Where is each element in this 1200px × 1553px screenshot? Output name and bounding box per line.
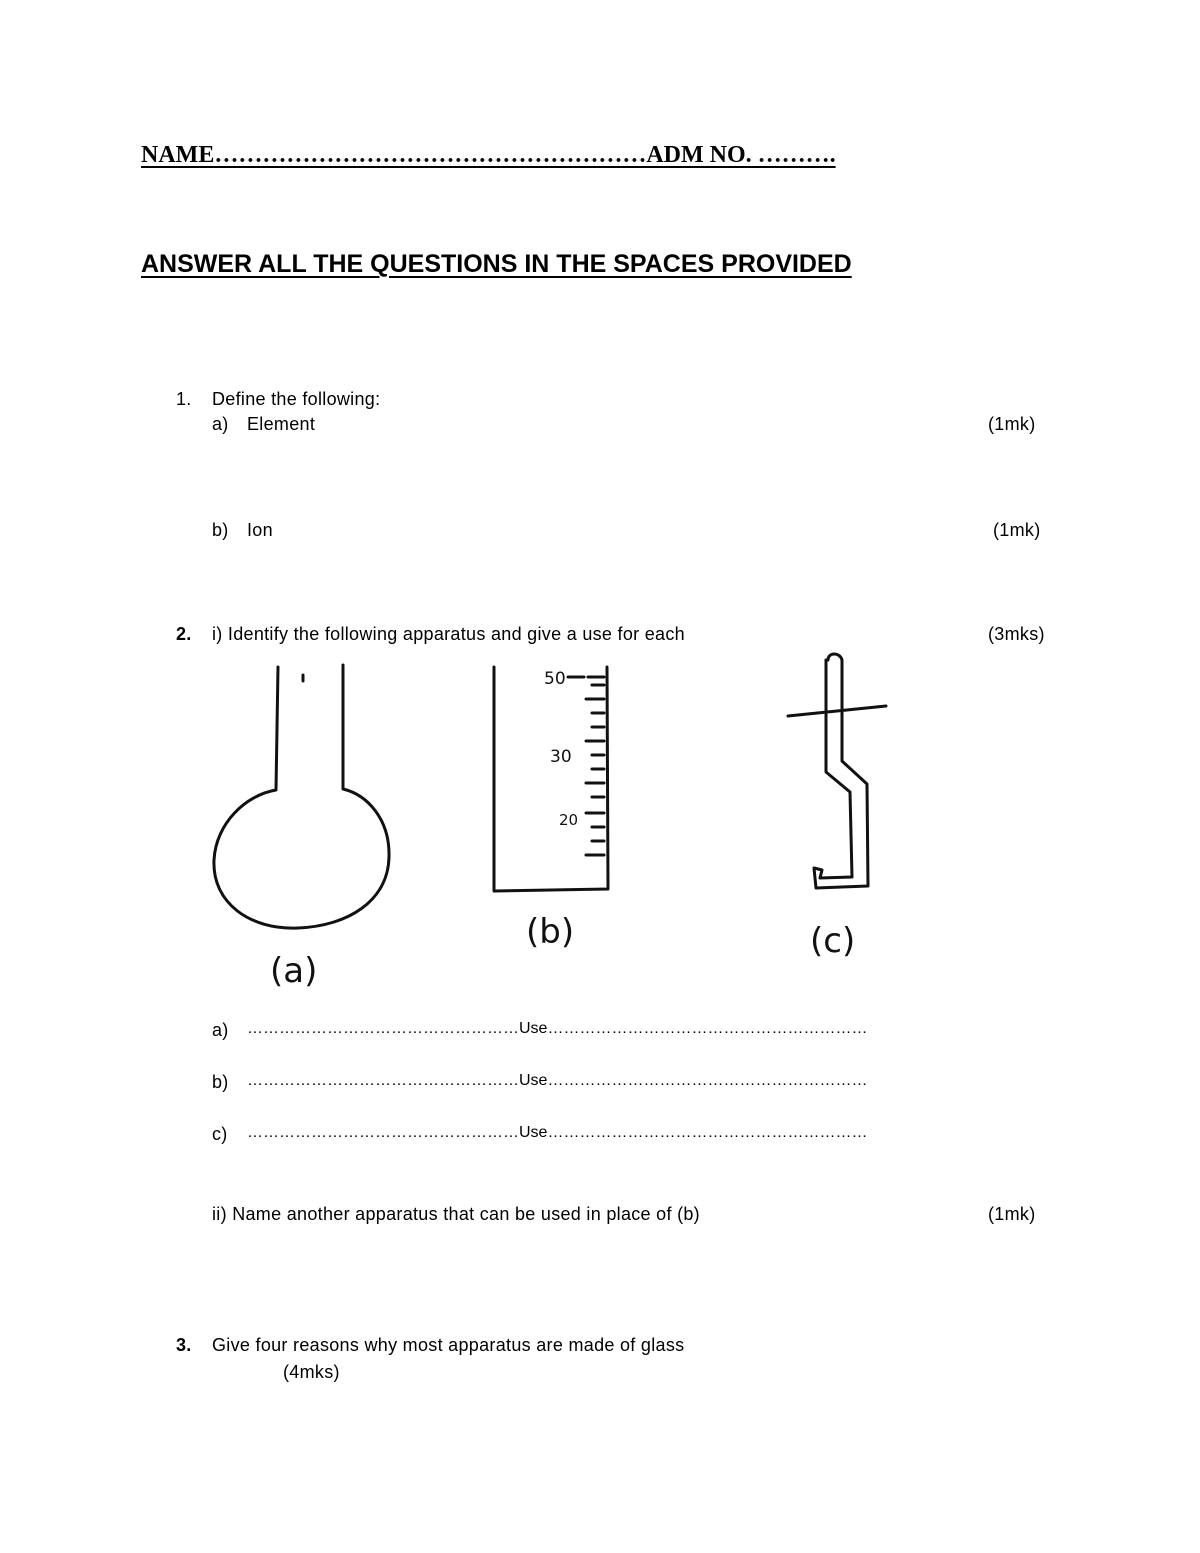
figure-c-deflagrating-spoon bbox=[780, 648, 900, 968]
spoon-handle bbox=[814, 654, 868, 888]
scale-label-30: 30 bbox=[550, 747, 572, 767]
q2-prompt: i) Identify the following apparatus and give a use for each bbox=[212, 624, 685, 644]
q2-marks: (3mks) bbox=[988, 624, 1045, 644]
instructions-heading: ANSWER ALL THE QUESTIONS IN THE SPACES PROVIDED bbox=[141, 250, 852, 278]
q1a-marks: (1mk) bbox=[988, 414, 1036, 434]
q2-answer-a-line[interactable]: ……………………………………………Use…………………………………………………… bbox=[247, 1020, 868, 1037]
q3-number: 3. bbox=[176, 1335, 192, 1355]
q1-number: 1. bbox=[176, 389, 192, 409]
q1a-text: Element bbox=[247, 414, 316, 434]
name-adm-line: NAME………………………………………………ADM NO. ………. bbox=[141, 142, 836, 168]
figure-c-caption: (c) bbox=[810, 921, 856, 961]
q2-answer-c-label: c) bbox=[212, 1124, 228, 1144]
figure-b-measuring-cylinder bbox=[480, 655, 630, 955]
q1-prompt: Define the following: bbox=[212, 389, 381, 409]
scale-label-20: 20 bbox=[559, 811, 579, 829]
q2-part-ii-prompt: ii) Name another apparatus that can be used in place of (b) bbox=[212, 1204, 700, 1224]
q1b-marks: (1mk) bbox=[993, 520, 1041, 540]
figure-a-caption: (a) bbox=[270, 951, 318, 991]
q1a-label: a) bbox=[212, 414, 229, 434]
q1b-label: b) bbox=[212, 520, 229, 540]
cylinder-outline bbox=[494, 667, 608, 891]
flask-neck-left bbox=[214, 665, 389, 928]
lid-line bbox=[788, 706, 886, 716]
q2-answer-b-label: b) bbox=[212, 1072, 229, 1092]
q2-number: 2. bbox=[176, 624, 192, 644]
q3-prompt: Give four reasons why most apparatus are made of glass bbox=[212, 1335, 685, 1355]
q2-answer-c-line[interactable]: ……………………………………………Use…………………………………………………… bbox=[247, 1124, 868, 1141]
q2-part-ii-marks: (1mk) bbox=[988, 1204, 1036, 1224]
figure-a-round-bottom-flask bbox=[200, 655, 410, 1000]
q2-answer-a-label: a) bbox=[212, 1020, 229, 1040]
q2-answer-b-line[interactable]: ……………………………………………Use…………………………………………………… bbox=[247, 1072, 868, 1089]
q1b-text: Ion bbox=[247, 520, 273, 540]
scale-label-50: 50 bbox=[544, 669, 566, 689]
q3-marks: (4mks) bbox=[283, 1362, 340, 1382]
figure-b-caption: (b) bbox=[526, 912, 575, 952]
